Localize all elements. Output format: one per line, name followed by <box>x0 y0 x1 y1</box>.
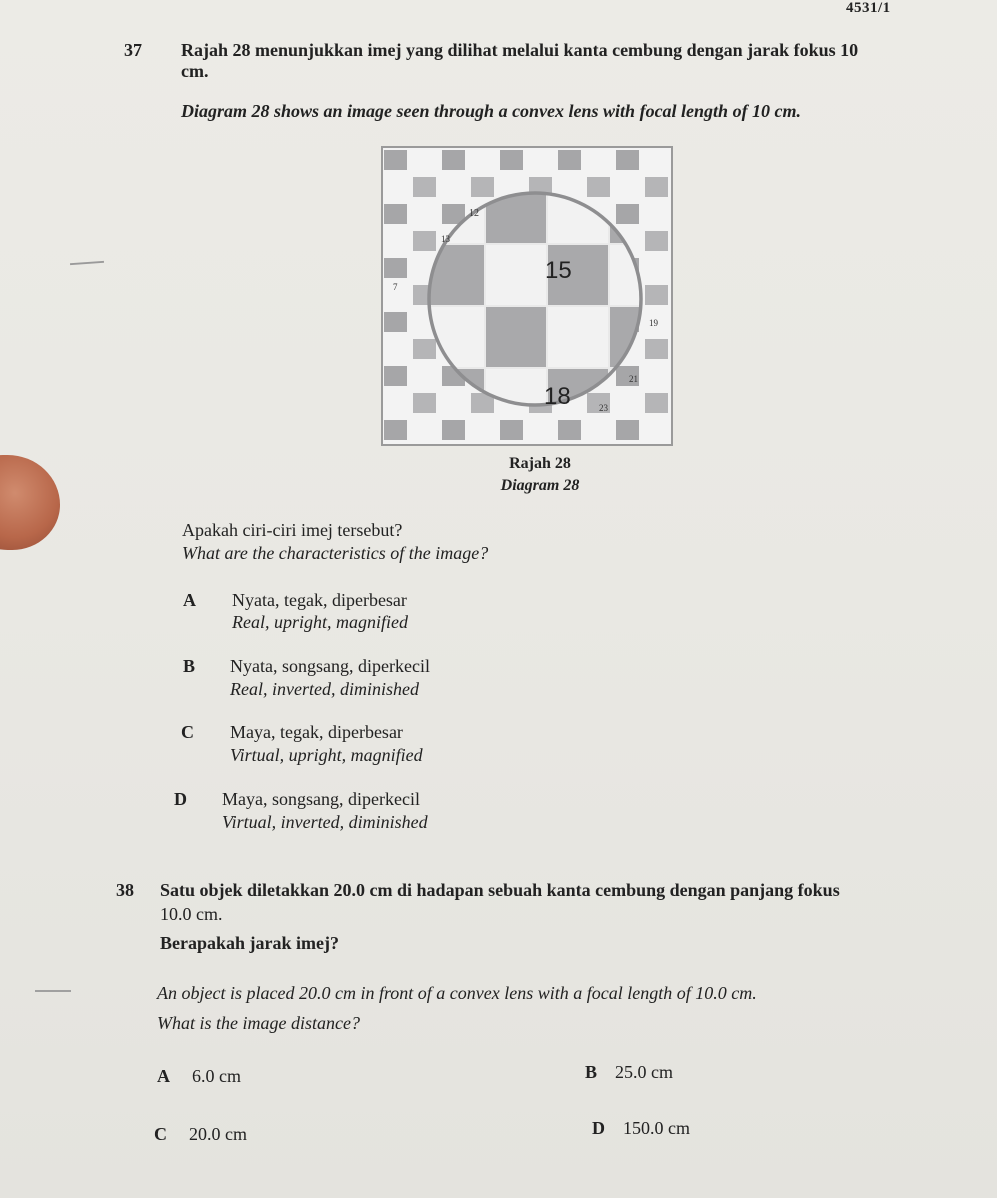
option-d[interactable] <box>592 1118 690 1139</box>
grid-cell <box>616 204 639 224</box>
question-stem-ms: Satu objek diletakkan 20.0 cm di hadapan sebuah kanta cembung dengan panjang fokus <box>160 880 840 900</box>
option-letter: D <box>174 789 187 809</box>
option-letter: C <box>181 722 194 742</box>
option-b[interactable] <box>183 656 195 677</box>
option-d-ms: Maya, songsang, diperkecil <box>222 789 420 809</box>
grid-label: 23 <box>599 403 608 413</box>
question-prompt-ms: Apakah ciri-ciri imej tersebut? <box>182 520 403 540</box>
question-stem-en: An object is placed 20.0 cm in front of a convex lens with a focal length of 10.0 cm. <box>157 983 757 1003</box>
figure-caption-en: Diagram 28 <box>500 477 580 494</box>
question-number: 37 <box>124 40 142 60</box>
grid-cell <box>442 150 465 170</box>
lens-grid-figure <box>381 146 673 446</box>
option-b-en: Real, inverted, diminished <box>230 679 419 699</box>
option-c-ms: Maya, tegak, diperbesar <box>230 722 403 742</box>
grid-cell <box>645 339 668 359</box>
grid-cell <box>500 150 523 170</box>
option-d[interactable] <box>174 789 187 810</box>
pencil-mark <box>35 990 71 992</box>
question-prompt-en: What are the characteristics of the image? <box>182 543 489 563</box>
grid-cell <box>384 150 407 170</box>
paper-code: 4531/1 <box>846 0 891 16</box>
grid-cell <box>645 231 668 251</box>
grid-label: 15 <box>545 257 572 284</box>
grid-label: 13 <box>441 234 450 244</box>
option-d-en: Virtual, inverted, diminished <box>222 812 428 832</box>
finger-thumb <box>0 455 60 550</box>
grid-cell <box>558 420 581 440</box>
question-stem-ms: Rajah 28 menunjukkan imej yang dilihat melalui kanta cembung dengan jarak fokus 10 <box>181 40 859 60</box>
question-prompt-ms: Berapakah jarak imej? <box>160 933 339 953</box>
question-prompt-en: What is the image distance? <box>157 1013 360 1033</box>
pencil-mark <box>70 261 104 265</box>
grid-label: 7 <box>393 282 398 292</box>
grid-cell <box>384 366 407 386</box>
option-letter: D <box>592 1118 605 1138</box>
question-stem-ms-cont: cm. <box>181 61 209 81</box>
option-letter: A <box>183 590 196 610</box>
grid-cell <box>384 204 407 224</box>
grid-cell <box>413 177 436 197</box>
figure-caption-ms: Rajah 28 <box>509 455 571 472</box>
grid-label: 18 <box>544 383 571 410</box>
option-d-value: 150.0 cm <box>623 1118 690 1138</box>
option-b[interactable] <box>585 1062 673 1083</box>
option-c[interactable] <box>181 722 194 743</box>
diagram-28 <box>381 146 673 446</box>
option-letter: B <box>585 1062 598 1082</box>
grid-cell <box>587 177 610 197</box>
grid-cell <box>413 231 436 251</box>
grid-cell <box>413 393 436 413</box>
grid-cell <box>616 150 639 170</box>
option-c-value: 20.0 cm <box>189 1124 247 1144</box>
question-number: 38 <box>116 880 134 900</box>
grid-cell <box>413 339 436 359</box>
option-a-en: Real, upright, magnified <box>232 612 408 632</box>
option-c-en: Virtual, upright, magnified <box>230 745 423 765</box>
grid-cell <box>645 393 668 413</box>
grid-cell <box>384 420 407 440</box>
grid-cell <box>384 312 407 332</box>
grid-cell <box>500 420 523 440</box>
option-a[interactable] <box>183 590 196 611</box>
option-letter: A <box>157 1066 170 1086</box>
grid-cell <box>645 285 668 305</box>
option-b-value: 25.0 cm <box>615 1062 674 1082</box>
option-a[interactable] <box>157 1066 241 1087</box>
figure-caption-en-wrap <box>470 477 610 495</box>
grid-label: 21 <box>629 374 638 384</box>
grid-cell <box>616 420 639 440</box>
magnified-cell <box>485 306 547 368</box>
grid-label: 12 <box>469 208 479 219</box>
option-letter: B <box>183 656 196 676</box>
grid-cell <box>384 258 407 278</box>
magnified-cell <box>485 244 547 306</box>
magnified-cell <box>547 306 609 368</box>
question-stem-en: Diagram 28 shows an image seen through a convex lens with focal length of 10 cm. <box>181 101 802 121</box>
grid-cell <box>558 150 581 170</box>
option-letter: C <box>154 1124 167 1144</box>
option-a-ms: Nyata, tegak, diperbesar <box>232 590 407 610</box>
option-b-ms: Nyata, songsang, diperkecil <box>230 656 430 676</box>
grid-cell <box>471 177 494 197</box>
option-a-value: 6.0 cm <box>192 1066 241 1086</box>
grid-cell <box>645 177 668 197</box>
grid-label: 19 <box>649 318 658 328</box>
option-c[interactable] <box>154 1124 247 1145</box>
question-stem-ms-cont: 10.0 cm. <box>160 904 223 924</box>
grid-cell <box>442 420 465 440</box>
